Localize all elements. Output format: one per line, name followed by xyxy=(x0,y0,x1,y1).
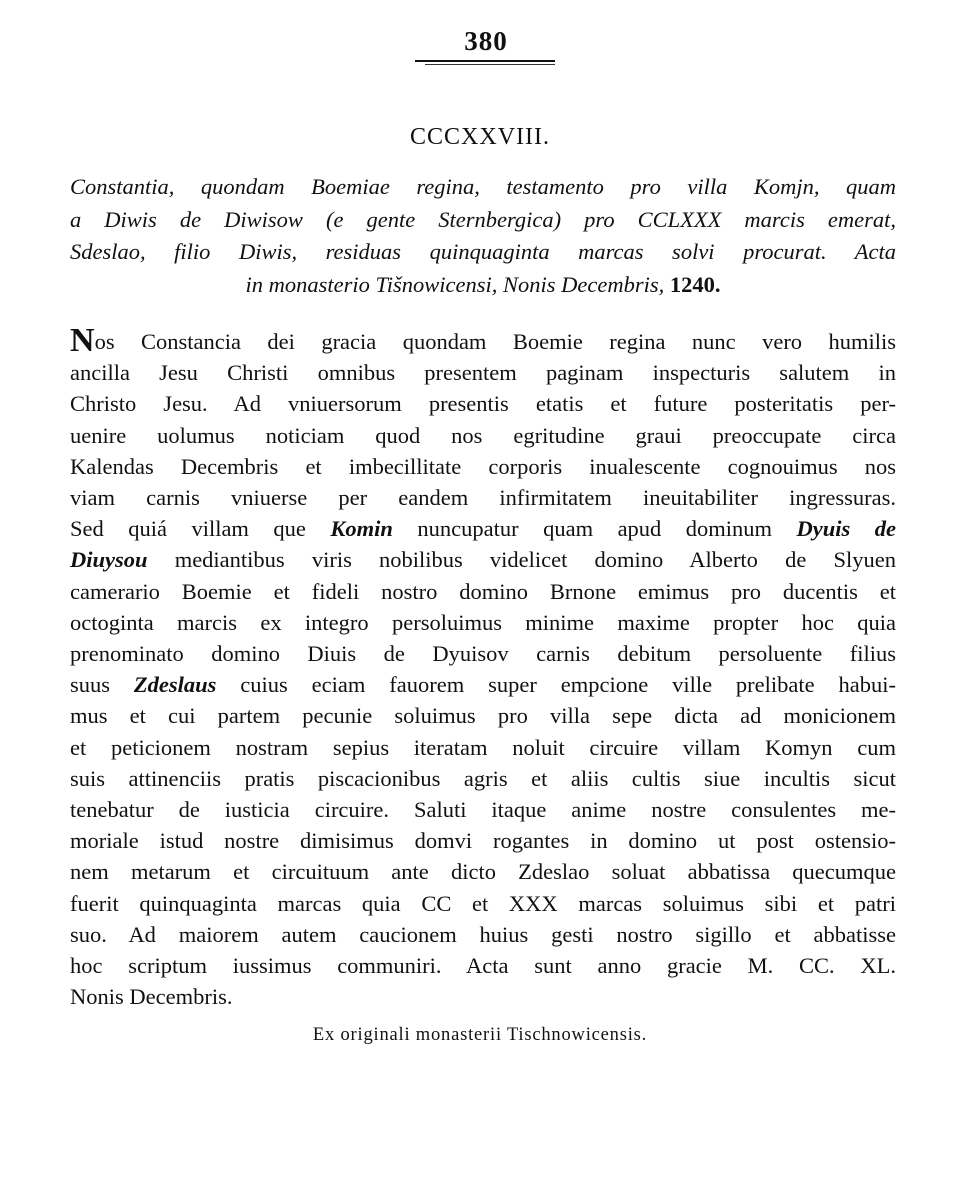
person-name-dyuis: Dyuis de xyxy=(796,516,896,542)
summary-line: Sdeslao, filio Diwis, residuas quinquaginta marcas solvi procurat. Acta xyxy=(70,239,896,264)
body-line: Christo Jesu. Ad vniuersorum presentis etatis et future posteritatis per- xyxy=(70,391,896,417)
body-line: suis attinenciis pratis piscacionibus agris et aliis cultis siue incultis sicut xyxy=(70,765,896,791)
header-rule-thin xyxy=(425,64,555,65)
document-number: CCCXXVIII. xyxy=(410,124,550,150)
body-line xyxy=(70,322,896,359)
body-last-line: Nonis Decembris. xyxy=(70,984,233,1010)
charter-text xyxy=(70,322,897,1012)
body-line xyxy=(70,513,896,544)
body-line: viam carnis vniuerse per eandem infirmitatem ineuitabiliter ingressuras. xyxy=(70,485,896,511)
summary-year: 1240. xyxy=(669,271,721,297)
place-name-komin: Komin xyxy=(330,516,393,542)
body-line: mus et cui partem pecunie soluimus pro villa sepe dicta ad monicionem xyxy=(70,703,896,729)
body-line-text: mediantibus viris nobilibus videlicet domino Alberto de Slyuen xyxy=(147,547,896,573)
summary-line-text: in monasterio Tišnowicensi, Nonis Decembris, xyxy=(245,271,665,297)
body-line: ancilla Jesu Christi omnibus presentem paginam inspecturis salutem in xyxy=(70,360,896,386)
body-line: fuerit quinquaginta marcas quia CC et XXX marcas soluimus sibi et patri xyxy=(70,890,896,916)
body-line-text: os Constancia dei gracia quondam Boemie regina nunc vero humilis xyxy=(94,329,896,354)
body-line: camerario Boemie et fideli nostro domino Brnone emimus pro ducentis et xyxy=(70,578,896,604)
page-number: 380 xyxy=(464,26,508,56)
header-rule xyxy=(415,60,555,62)
document-summary xyxy=(70,171,896,301)
body-line-text: Sed quiá villam que xyxy=(70,516,331,542)
person-name-zdeslaus: Zdeslaus xyxy=(133,672,217,698)
body-line xyxy=(70,669,896,700)
body-line: uenire uolumus noticiam quod nos egritudine graui preoccupate circa xyxy=(70,422,896,448)
body-line: prenominato domino Diuis de Dyuisov carnis debitum persoluente filius xyxy=(70,641,896,667)
summary-last-line xyxy=(70,269,896,302)
source-note: Ex originali monasterii Tischnowicensis. xyxy=(312,1025,648,1045)
body-line: octoginta marcis ex integro persoluimus minime maxime propter hoc quia xyxy=(70,609,896,635)
body-line: hoc scriptum iussimus communiri. Acta sunt anno gracie M. CC. XL. xyxy=(70,953,896,979)
place-name-diuysou: Diuysou xyxy=(70,547,148,573)
body-line xyxy=(70,544,896,575)
body-line: Kalendas Decembris et imbecillitate corporis inualescente cognouimus nos xyxy=(70,453,896,479)
summary-line: Constantia, quondam Boemiae regina, testamento pro villa Komjn, quam xyxy=(70,174,896,199)
body-line-text: nuncupatur quam apud dominum xyxy=(392,516,797,542)
body-line: tenebatur de iusticia circuire. Saluti itaque anime nostre consulentes me- xyxy=(70,797,896,823)
page-number-header xyxy=(415,26,557,56)
body-line-text: suus xyxy=(70,672,134,698)
body-line-text: cuius eciam fauorem super empcione ville prelibate habui- xyxy=(216,672,897,698)
initial-letter: N xyxy=(70,322,95,359)
summary-line: a Diwis de Diwisow (e gente Sternbergica) pro CCLXXX marcis emerat, xyxy=(70,206,896,232)
body-line: suo. Ad maiorem autem caucionem huius gesti nostro sigillo et abbatisse xyxy=(70,921,896,947)
body-line: nem metarum et circuituum ante dicto Zdeslao soluat abbatissa quecumque xyxy=(70,859,896,885)
body-line: et peticionem nostram sepius iteratam noluit circuire villam Komyn cum xyxy=(70,734,896,760)
body-line: moriale istud nostre dimisimus domvi rogantes in domino ut post ostensio- xyxy=(70,828,896,854)
